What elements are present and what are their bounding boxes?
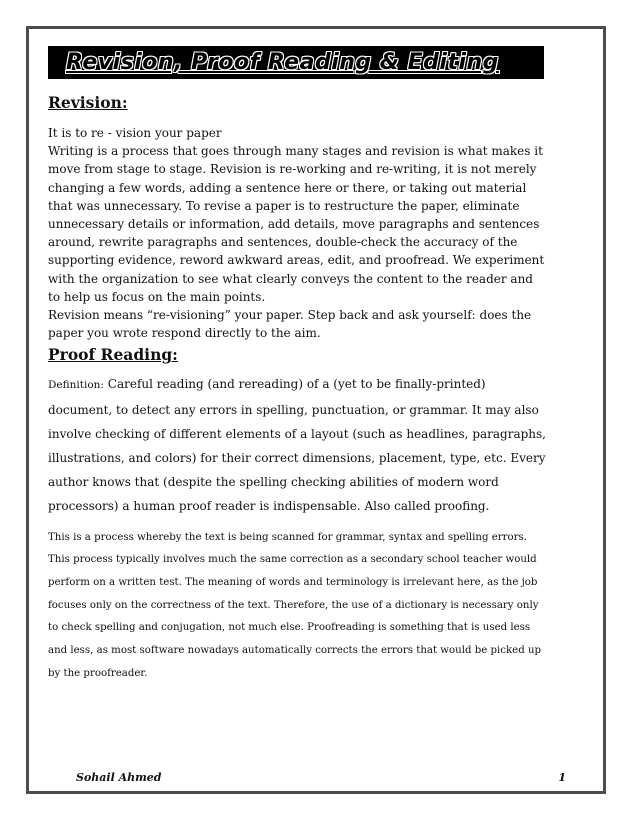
footer-author: Sohail Ahmed [76,771,162,784]
proof-reading-heading: Proof Reading: [48,345,178,365]
revision-heading: Revision: [48,93,128,112]
revision-meaning: Revision means “re-visioning” your paper. Step back and ask yourself: does the paper you wrote respond directly to the aim. [48,308,532,341]
revision-paragraph: Writing is a process that goes through many stages and revision is what makes it move from stage to stage. Revision is re-working and re-writing, it is not merely changing a few words, adding a sentence here or there, or taking out material that was unnecessary. To revise a paper is to restructure the paper, eliminate unnecessary details or information, add details, move paragraphs and sentences around, rewrite paragraphs and sentences, double-check the accuracy of the supporting evidence, reword awkward areas, edit, and proofread. We experiment with the organization to see what clearly conveys the content to the reader and to help us focus on the main points. [48,144,545,304]
proof-reading-paragraph: This is a process whereby the text is being scanned for grammar, syntax and spelling errors. This process typically involves much the same correction as a secondary school teacher would perform on a written test. The meaning of words and terminology is irrelevant here, as the job focuses only on the correctness of the text. Therefore, the use of a dictionary is necessary only to check spelling and conjugation, not much else. Proofreading is something that is used less and less, as most software nowadays automatically corrects the errors that would be picked up by the proofreader. [48,531,542,679]
proof-reading-definition [48,372,548,518]
definition-label: Definition: [48,379,104,392]
page-number: 1 [558,771,566,784]
page-title: Revision, Proof Reading & Editing [66,50,499,75]
revision-intro: It is to re - vision your paper [48,126,222,140]
document-body [48,92,548,686]
title-banner [48,46,544,79]
definition-text: Careful reading (and rereading) of a (yet to be finally-printed) document, to detect any errors in spelling, punctuation, or grammar. It may also involve checking of different elements of a layout (such as headlines, paragraphs, illustrations, and colors) for their correct dimensions, placement, type, etc. Every author knows that (despite the spelling checking abilities of modern word processors) a human proof reader is indispensable. Also called proofing. [48,377,546,514]
